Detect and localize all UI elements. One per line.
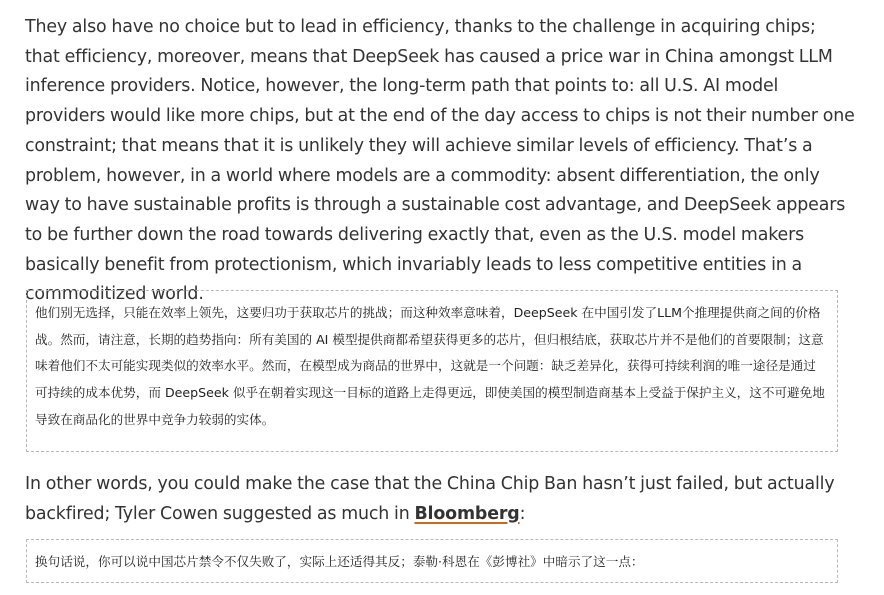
- paragraph-text: In other words, you could make the case that the China Chip Ban hasn’t just failed, but actually backfired; Tyler Cowen suggested as much in: [25, 474, 835, 524]
- translation-block: 换句话说，你可以说中国芯片禁令不仅失败了，实际上还适得其反；泰勒·科恩在《彭博社》中暗示了这一点：: [26, 539, 838, 583]
- article-paragraph: They also have no choice but to lead in efficiency, thanks to the challenge in acquiring chips; that efficiency, moreover, means that DeepSeek has caused a price war in China amongst LLM inference providers. Notice, however, the long-term path that points to: all U.S. AI model providers would like more chips, but at the end of the day access to chips is not their number one constraint; that means that it is unlikely they will achieve similar levels of efficiency. That’s a problem, however, in a world where models are a commodity: absent differentiation, the only way to have sustainable profits is through a sustainable cost advantage, and DeepSeek appears to be further down the road towards delivering exactly that, even as the U.S. model makers basically benefit from protectionism, which invariably leads to less competitive entities in a commoditized world.: [25, 17, 855, 305]
- paragraph-text-end: :: [519, 503, 526, 524]
- article-paragraph: [25, 470, 855, 529]
- bloomberg-link[interactable]: Bloomberg: [414, 503, 520, 524]
- translation-block: 他们别无选择，只能在效率上领先，这要归功于获取芯片的挑战；而这种效率意味着，DeepSeek 在中国引发了LLM个推理提供商之间的价格战。然而，请注意，长期的趋势指向：所有美国的 AI 模型提供商都希望获得更多的芯片，但归根结底，获取芯片并不是他们的首要限制；这意味着他们不太可能实现类似的效率水平。然而，在模型成为商品的世界中，这就是一个问题：缺乏差异化，获得可持续利润的唯一途径是通过可持续的成本优势，而 DeepSeek 似乎在朝着实现这一目标的道路上走得更远，即使美国的模型制造商基本上受益于保护主义，这不可避免地导致在商品化的世界中竞争力较弱的实体。: [26, 290, 838, 452]
